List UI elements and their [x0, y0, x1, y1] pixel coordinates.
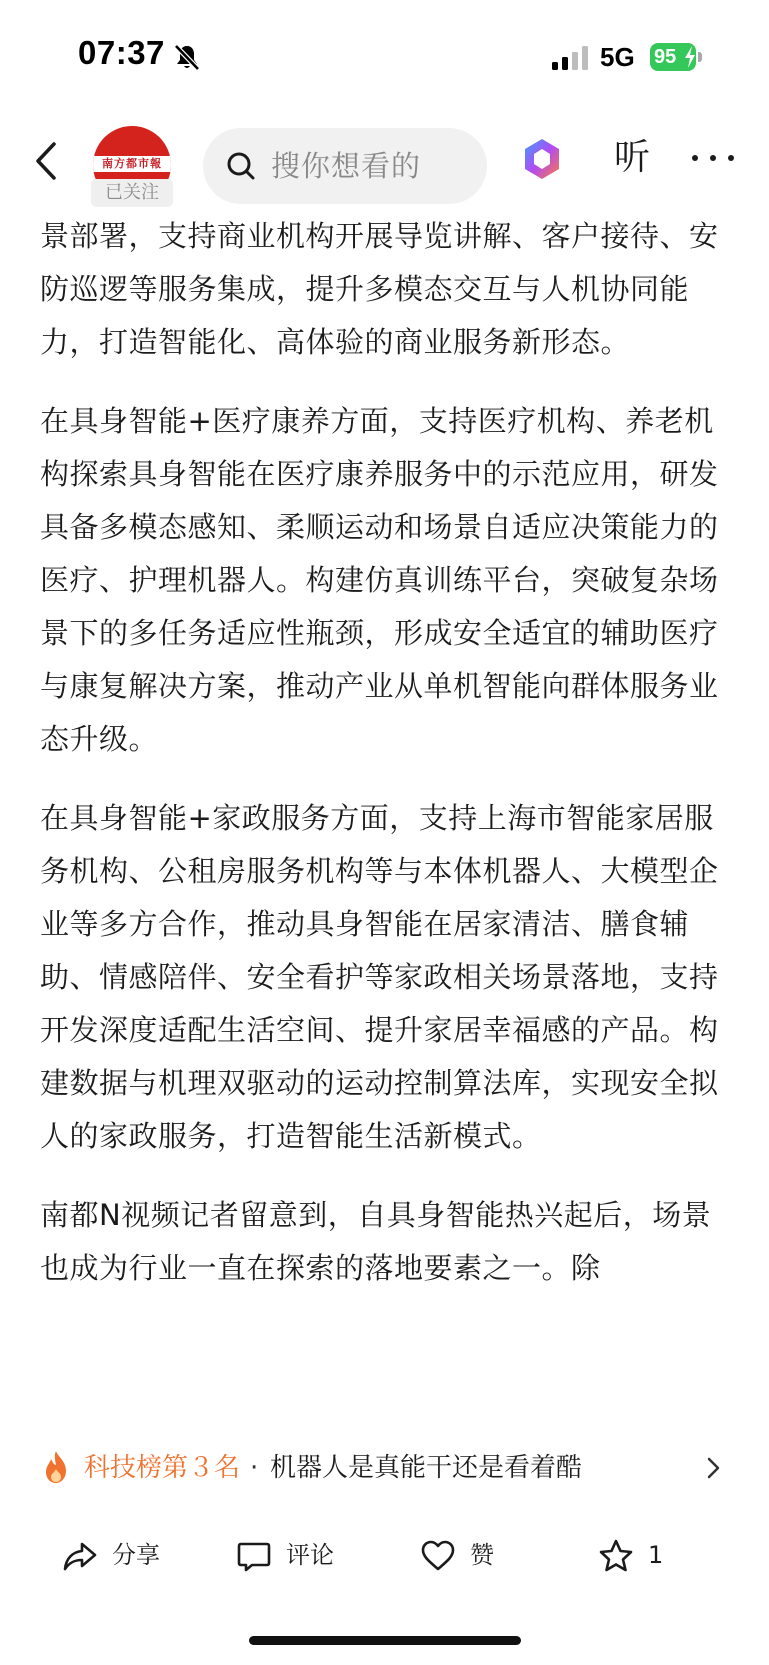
article-paragraph: 在具身智能+医疗康养方面，支持医疗机构、养老机构探索具身智能在医疗康养服务中的示范应用，研发具备多模态感知、柔顺运动和场景自适应决策能力的医疗、护理机器人。构建仿真训练平台，突破复杂场景下的多任务适应性瓶颈，形成安全适宜的辅助医疗与康复解决方案，推动产业从单机智能向群体服务业态升级。 — [40, 404, 719, 756]
battery-indicator — [650, 43, 704, 71]
favorite-button[interactable] — [598, 1510, 678, 1600]
share-icon — [62, 1538, 98, 1574]
hot-rank-separator: · — [250, 1453, 259, 1483]
hot-topic-title: 机器人是真能干还是看着酷 — [270, 1453, 583, 1483]
back-arrow-icon[interactable] — [28, 138, 64, 184]
favorite-count: 1 — [648, 1541, 664, 1569]
comment-button[interactable] — [236, 1510, 346, 1600]
heart-icon — [420, 1538, 456, 1574]
like-button[interactable] — [420, 1510, 510, 1600]
network-label: 5G — [600, 42, 635, 72]
star-icon — [598, 1538, 634, 1574]
signal-icon — [552, 46, 592, 70]
top-nav — [0, 110, 769, 210]
status-time: 07:37 — [78, 34, 165, 71]
search-input[interactable] — [203, 128, 487, 204]
article-body — [40, 210, 730, 1430]
battery-level: 95 — [650, 43, 696, 71]
status-bar — [0, 0, 769, 110]
share-label: 分享 — [112, 1541, 160, 1569]
chevron-right-icon — [704, 1456, 722, 1480]
publisher-avatar[interactable] — [93, 126, 171, 206]
article-paragraph: 在具身智能+家政服务方面，支持上海市智能家居服务机构、公租房服务机构等与本体机器人、大模型企业等多方合作，推动具身智能在居家清洁、膳食辅助、情感陪伴、安全看护等家政相关场景落地，支持开发深度适配生活空间、提升家居幸福感的产品。构建数据与机理双驱动的运动控制算法库，实现安全拟人的家政服务，打造智能生活新模式。 — [40, 801, 719, 1153]
listen-button[interactable]: 听 — [613, 137, 650, 178]
ai-assistant-icon[interactable] — [520, 137, 564, 181]
hot-rank-banner[interactable] — [0, 1428, 769, 1508]
comment-icon — [236, 1538, 272, 1574]
article-paragraph: 景部署，支持商业机构开展导览讲解、客户接待、安防巡逻等服务集成，提升多模态交互与人机协同能力，打造智能化、高体验的商业服务新形态。 — [40, 219, 719, 359]
charging-bolt-icon — [684, 46, 696, 68]
share-button[interactable] — [62, 1510, 172, 1600]
like-label: 赞 — [470, 1541, 494, 1569]
hot-rank-label: 科技榜第３名 — [84, 1453, 241, 1483]
bell-muted-icon — [172, 42, 202, 72]
article-paragraph: 南都N视频记者留意到，自具身智能热兴起后，场景也成为行业一直在探索的落地要素之一。除 — [40, 1198, 712, 1285]
publisher-logo-text: 南方都市報 — [102, 157, 162, 170]
battery-tip — [698, 52, 702, 62]
home-indicator[interactable] — [249, 1636, 521, 1645]
more-options-icon[interactable] — [690, 140, 736, 176]
fire-icon — [40, 1450, 72, 1484]
search-placeholder: 搜你想看的 — [271, 149, 422, 183]
action-bar — [0, 1510, 769, 1600]
search-icon — [225, 150, 257, 182]
follow-status-badge[interactable]: 已关注 — [91, 179, 173, 207]
comment-label: 评论 — [286, 1541, 334, 1569]
content-fade — [0, 1380, 769, 1430]
